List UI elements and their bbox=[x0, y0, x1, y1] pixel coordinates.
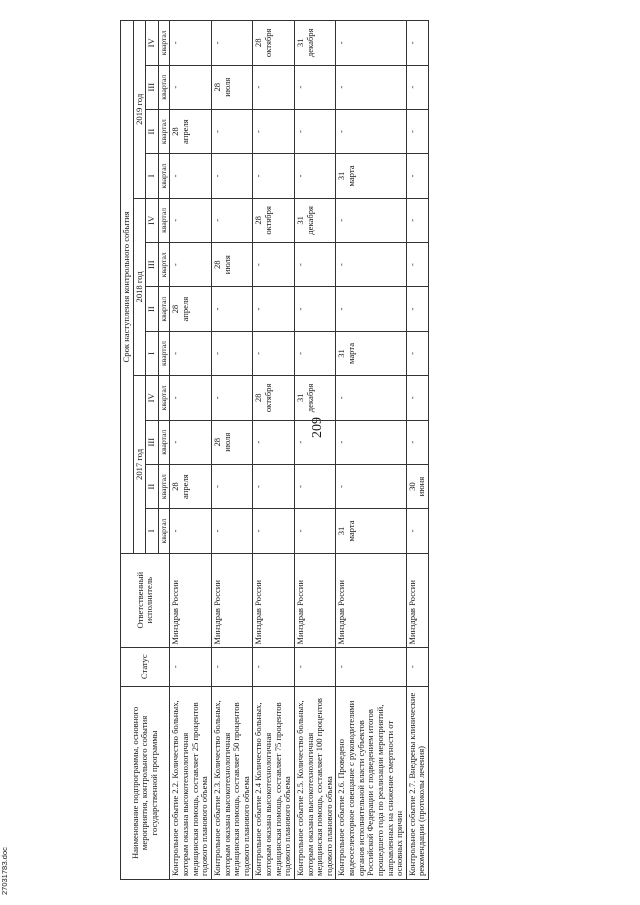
header-executor: Ответственный исполнитель bbox=[121, 553, 170, 647]
deadline-cell bbox=[294, 464, 336, 508]
deadline-day: - bbox=[170, 396, 181, 400]
event-executor: Минздрав России bbox=[336, 553, 406, 647]
table-row bbox=[406, 21, 428, 880]
deadline-day: - bbox=[406, 174, 417, 178]
deadline-day: - bbox=[170, 218, 181, 222]
deadline-cell bbox=[336, 65, 406, 109]
footer-code: 2703178З.doc bbox=[0, 847, 9, 895]
deadline-cell bbox=[211, 154, 253, 198]
deadline-day: - bbox=[406, 396, 417, 400]
deadline-day: - bbox=[336, 396, 347, 400]
deadline-cell bbox=[211, 464, 253, 508]
quarter-label: квартал bbox=[158, 109, 170, 153]
quarter-label: квартал bbox=[158, 287, 170, 331]
deadline-cell bbox=[294, 509, 336, 553]
deadline-cell bbox=[253, 243, 295, 287]
deadline-month: декабря bbox=[304, 28, 315, 58]
quarter-number: I bbox=[146, 509, 159, 553]
control-events-table bbox=[120, 20, 429, 880]
event-name: Контрольное событие 2.4 Количество больных, которым оказана высокотехнологичная медицинская помощь, составляет 75 процентов годового планового объема bbox=[253, 686, 295, 879]
deadline-day: - bbox=[253, 485, 264, 489]
deadline-month: декабря bbox=[304, 383, 315, 413]
deadline-cell bbox=[211, 376, 253, 420]
deadline-day: - bbox=[294, 485, 305, 489]
deadline-day: 31 bbox=[336, 349, 347, 358]
deadline-day: - bbox=[406, 352, 417, 355]
deadline-day: - bbox=[253, 529, 264, 533]
event-status: - bbox=[211, 647, 253, 686]
quarter-label: квартал bbox=[158, 509, 170, 553]
deadline-day: 28 bbox=[211, 260, 222, 270]
deadline-day: 31 bbox=[294, 216, 305, 225]
deadline-cell bbox=[253, 420, 295, 464]
header-year-2018: 2018 год bbox=[133, 198, 146, 376]
deadline-month: июня bbox=[416, 476, 427, 497]
deadline-day: 28 bbox=[170, 127, 181, 136]
deadline-cell bbox=[170, 464, 212, 508]
header-status: Статус bbox=[121, 647, 170, 686]
quarter-label: квартал bbox=[158, 154, 170, 198]
deadline-day: - bbox=[170, 174, 181, 178]
deadline-day: - bbox=[294, 263, 305, 267]
deadline-month: октября bbox=[263, 383, 273, 413]
deadline-day: - bbox=[336, 218, 347, 222]
deadline-cell bbox=[211, 287, 253, 331]
deadline-month: апреля bbox=[180, 474, 190, 499]
deadline-cell bbox=[170, 154, 212, 198]
deadline-cell bbox=[253, 331, 295, 375]
deadline-day: - bbox=[294, 307, 305, 311]
quarter-number: II bbox=[146, 287, 159, 331]
event-status: - bbox=[406, 647, 428, 686]
deadline-day: - bbox=[170, 529, 181, 533]
table-row bbox=[253, 21, 295, 880]
deadline-day: - bbox=[170, 440, 181, 444]
table-row bbox=[211, 21, 253, 880]
quarter-label: квартал bbox=[158, 65, 170, 109]
deadline-month: апреля bbox=[180, 296, 190, 322]
deadline-cell bbox=[170, 198, 212, 242]
deadline-cell bbox=[253, 376, 295, 420]
header-year-2017: 2017 год bbox=[133, 376, 146, 554]
event-executor: Минздрав России bbox=[253, 553, 295, 647]
deadline-cell bbox=[336, 331, 406, 375]
deadline-day: - bbox=[406, 130, 417, 134]
deadline-month: июля bbox=[221, 432, 232, 452]
deadline-cell bbox=[170, 243, 212, 287]
deadline-day: 28 bbox=[211, 82, 222, 92]
deadline-day: - bbox=[211, 130, 222, 134]
deadline-day: 31 bbox=[336, 171, 347, 181]
deadline-cell bbox=[294, 331, 336, 375]
deadline-day: - bbox=[253, 440, 264, 444]
deadline-cell bbox=[294, 420, 336, 464]
event-status: - bbox=[253, 647, 295, 686]
deadline-day: - bbox=[336, 130, 347, 134]
quarter-number: II bbox=[146, 109, 159, 153]
deadline-cell bbox=[211, 109, 253, 153]
deadline-cell bbox=[406, 376, 428, 420]
event-executor: Минздрав России bbox=[170, 553, 212, 647]
deadline-cell bbox=[253, 198, 295, 242]
quarter-number: III bbox=[146, 420, 159, 464]
deadline-cell bbox=[170, 287, 212, 331]
quarter-number: III bbox=[146, 243, 159, 287]
deadline-day: - bbox=[170, 41, 181, 45]
deadline-cell bbox=[406, 464, 428, 508]
deadline-cell bbox=[294, 109, 336, 153]
table-row bbox=[170, 21, 212, 880]
deadline-cell bbox=[406, 420, 428, 464]
deadline-cell bbox=[211, 198, 253, 242]
deadline-day: - bbox=[294, 352, 305, 355]
deadline-month: декабря bbox=[304, 206, 315, 235]
deadline-month: марта bbox=[346, 342, 356, 365]
deadline-cell bbox=[336, 154, 406, 198]
deadline-cell bbox=[170, 109, 212, 153]
deadline-cell bbox=[211, 65, 253, 109]
event-executor: Минздрав России bbox=[211, 553, 253, 647]
quarter-number: I bbox=[146, 331, 159, 375]
deadline-cell bbox=[253, 509, 295, 553]
page-number: 209 bbox=[310, 417, 325, 438]
deadline-cell bbox=[253, 109, 295, 153]
header-year-2019: 2019 год bbox=[133, 21, 146, 199]
deadline-day: - bbox=[294, 130, 305, 134]
quarter-label: квартал bbox=[158, 376, 170, 420]
deadline-day: - bbox=[211, 218, 222, 222]
deadline-cell bbox=[294, 287, 336, 331]
deadline-day: - bbox=[336, 307, 347, 311]
deadline-cell bbox=[170, 376, 212, 420]
deadline-cell bbox=[170, 509, 212, 553]
deadline-day: - bbox=[336, 440, 347, 444]
deadline-cell bbox=[294, 21, 336, 66]
deadline-day: - bbox=[211, 174, 222, 178]
deadline-day: - bbox=[253, 174, 264, 178]
deadline-cell bbox=[406, 331, 428, 375]
deadline-day: 28 bbox=[253, 216, 264, 225]
deadline-day: - bbox=[253, 130, 264, 134]
quarter-number: II bbox=[146, 464, 159, 508]
deadline-cell bbox=[294, 243, 336, 287]
deadline-cell bbox=[211, 243, 253, 287]
deadline-cell bbox=[253, 154, 295, 198]
deadline-day: - bbox=[253, 352, 264, 355]
quarter-label: квартал bbox=[158, 331, 170, 375]
deadline-cell bbox=[336, 109, 406, 153]
deadline-day: - bbox=[406, 85, 417, 89]
quarter-label: квартал bbox=[158, 243, 170, 287]
deadline-month: марта bbox=[346, 165, 356, 187]
deadline-cell bbox=[336, 420, 406, 464]
event-executor: Минздрав России bbox=[294, 553, 336, 647]
deadline-day: - bbox=[336, 85, 347, 89]
quarter-number: IV bbox=[146, 376, 159, 420]
deadline-day: - bbox=[253, 85, 264, 89]
deadline-cell bbox=[211, 420, 253, 464]
deadline-cell bbox=[170, 65, 212, 109]
deadline-day: - bbox=[294, 529, 305, 533]
deadline-day: - bbox=[253, 263, 264, 267]
deadline-day: - bbox=[253, 307, 264, 311]
deadline-day: 28 bbox=[253, 38, 264, 48]
deadline-cell bbox=[211, 21, 253, 66]
deadline-cell bbox=[170, 21, 212, 66]
deadline-month: июля bbox=[221, 77, 232, 97]
deadline-day: - bbox=[170, 263, 181, 267]
deadline-day: - bbox=[211, 529, 222, 533]
deadline-cell bbox=[406, 109, 428, 153]
deadline-cell bbox=[294, 65, 336, 109]
deadline-day: - bbox=[294, 440, 305, 444]
deadline-cell bbox=[294, 198, 336, 242]
deadline-month: апреля bbox=[180, 119, 190, 144]
deadline-day: 28 bbox=[211, 437, 222, 447]
deadline-day: - bbox=[170, 352, 181, 355]
event-name: Контрольное событие 2.7. Внедрены клинические рекомендации (протоколы лечения) bbox=[406, 686, 428, 879]
deadline-cell bbox=[406, 21, 428, 66]
deadline-cell bbox=[336, 376, 406, 420]
event-name: Контрольное событие 2.3. Количество больных, которым оказана высокотехнологичная медицинская помощь, составляет 50 процентов годового планового объема bbox=[211, 686, 253, 879]
quarter-label: квартал bbox=[158, 420, 170, 464]
quarter-label: квартал bbox=[158, 464, 170, 508]
quarter-number: IV bbox=[146, 198, 159, 242]
event-status: - bbox=[336, 647, 406, 686]
deadline-cell bbox=[294, 376, 336, 420]
header-name: Наименование подпрограммы, основного мероприятия, контрольного события государственной программы bbox=[121, 686, 170, 879]
quarter-label: квартал bbox=[158, 21, 170, 66]
deadline-day: - bbox=[406, 307, 417, 311]
deadline-day: - bbox=[406, 263, 417, 267]
deadline-month: июля bbox=[221, 255, 232, 275]
deadline-day: 28 bbox=[253, 393, 264, 403]
deadline-day: - bbox=[406, 529, 417, 533]
quarter-number: IV bbox=[146, 21, 159, 66]
deadline-cell bbox=[336, 21, 406, 66]
deadline-day: - bbox=[406, 440, 417, 444]
deadline-cell bbox=[336, 243, 406, 287]
deadline-day: - bbox=[294, 174, 305, 178]
table-row bbox=[294, 21, 336, 880]
deadline-cell bbox=[336, 198, 406, 242]
deadline-day: - bbox=[211, 396, 222, 400]
deadline-cell bbox=[406, 287, 428, 331]
deadline-day: 30 bbox=[406, 482, 417, 491]
event-status: - bbox=[170, 647, 212, 686]
deadline-cell bbox=[170, 331, 212, 375]
deadline-cell bbox=[211, 509, 253, 553]
quarter-number: I bbox=[146, 154, 159, 198]
quarter-label: квартал bbox=[158, 198, 170, 242]
table-row bbox=[336, 21, 406, 880]
deadline-day: - bbox=[336, 485, 347, 489]
deadline-day: - bbox=[211, 41, 222, 45]
deadline-month: октября bbox=[263, 206, 273, 235]
deadline-cell bbox=[406, 243, 428, 287]
event-name: Контрольное событие 2.6. Проведено видеоселекторное совещание с руководителями органов исполнительной власти субъектов Российской Федерации с подведением итогов прошедшего года по реализации мероприятий, направленных на снижение смертности от основных причин bbox=[336, 686, 406, 879]
event-executor: Минздрав России bbox=[406, 553, 428, 647]
deadline-day: - bbox=[211, 485, 222, 489]
deadline-day: - bbox=[294, 85, 305, 89]
deadline-day: - bbox=[170, 85, 181, 89]
deadline-day: - bbox=[211, 352, 222, 355]
deadline-cell bbox=[211, 331, 253, 375]
deadline-day: 31 bbox=[336, 526, 347, 536]
deadline-day: - bbox=[406, 41, 417, 45]
deadline-month: октября bbox=[263, 28, 273, 58]
deadline-day: - bbox=[336, 263, 347, 267]
quarter-number: III bbox=[146, 65, 159, 109]
deadline-cell bbox=[170, 420, 212, 464]
deadline-day: 28 bbox=[170, 304, 181, 314]
deadline-cell bbox=[253, 21, 295, 66]
deadline-cell bbox=[406, 198, 428, 242]
deadline-cell bbox=[336, 509, 406, 553]
event-name: Контрольное событие 2.2. Количество больных, которым оказана высокотехнологичная медицинская помощь, составляет 25 процентов годового планового объема bbox=[170, 686, 212, 879]
deadline-cell bbox=[406, 509, 428, 553]
deadline-cell bbox=[294, 154, 336, 198]
deadline-day: - bbox=[406, 218, 417, 222]
deadline-cell bbox=[336, 464, 406, 508]
deadline-cell bbox=[406, 154, 428, 198]
deadline-day: 28 bbox=[170, 482, 181, 491]
deadline-cell bbox=[253, 287, 295, 331]
deadline-month: марта bbox=[346, 520, 356, 542]
rotated-table-container bbox=[120, 20, 620, 880]
event-name: Контрольное событие 2.5. Количество больных, которым оказана высокотехнологичная медицинская помощь, составляет 100 процентов годового планового объема bbox=[294, 686, 336, 879]
deadline-cell bbox=[406, 65, 428, 109]
deadline-day: - bbox=[211, 307, 222, 311]
deadline-cell bbox=[336, 287, 406, 331]
table-body bbox=[170, 21, 429, 880]
deadline-cell bbox=[253, 464, 295, 508]
deadline-day: - bbox=[336, 41, 347, 45]
deadline-day: 31 bbox=[294, 38, 305, 48]
deadline-cell bbox=[253, 65, 295, 109]
event-status: - bbox=[294, 647, 336, 686]
header-deadline: Срок наступления контрольного события bbox=[121, 21, 134, 554]
deadline-day: 31 bbox=[294, 393, 305, 403]
